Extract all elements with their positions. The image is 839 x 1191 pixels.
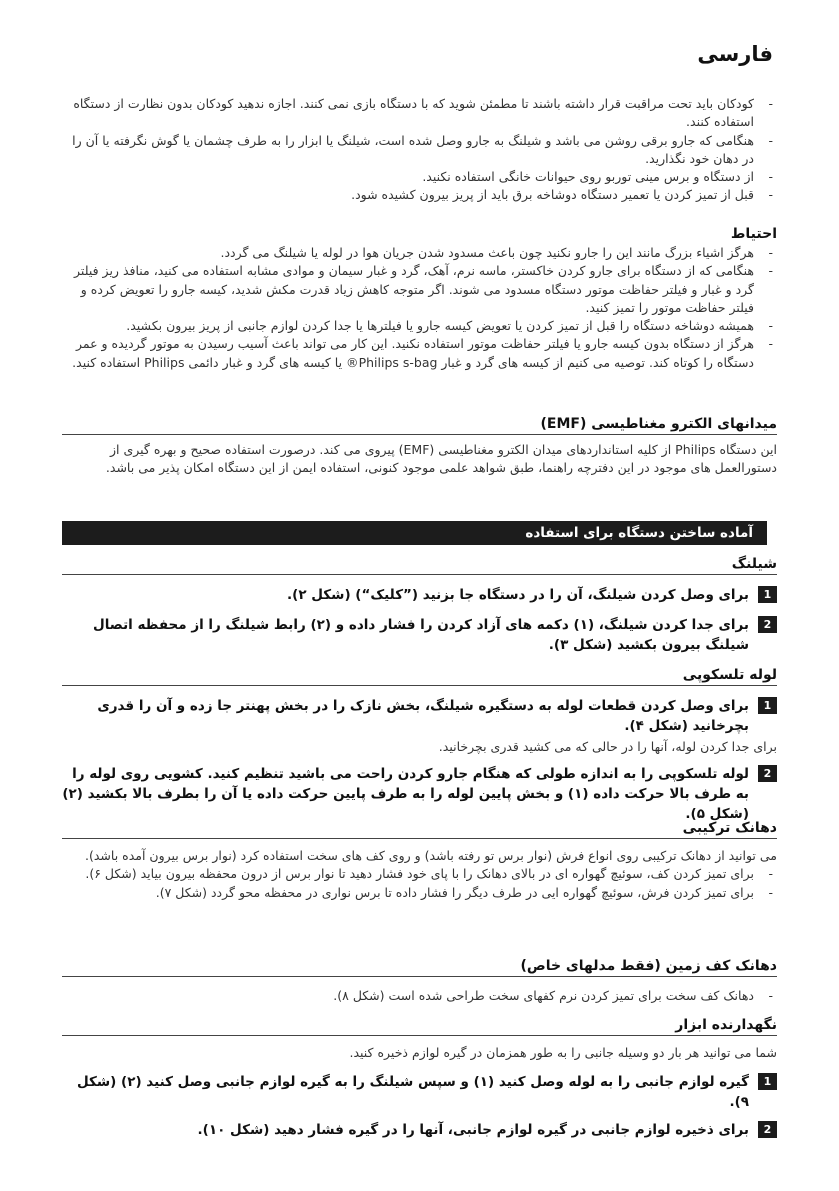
step-number-badge: 2: [758, 616, 777, 633]
floor-section: [62, 956, 777, 1005]
tube-heading: لوله تلسکوپی: [62, 665, 777, 686]
step-text: گیره لوازم جانبی را به لوله وصل کنید (۱) و سپس شیلنگ را به گیره لوازم جانبی وصل کنید (۲) (شکل ۹).: [76, 1074, 749, 1111]
tube-section: [62, 665, 777, 824]
list-item: - هرگز اشیاء بزرگ مانند این را جارو نکنید چون باعث مسدود شدن جریان هوا در لوله یا شیلنگ می گردد.: [62, 244, 777, 262]
list-item: - برای تمیز کردن کف، سوئیچ گهواره ای در بالای دهانک را با پای خود فشار دهید تا نوار برس از درون محفظه بیرون بیاید (شکل ۶).: [62, 865, 777, 883]
caution-heading: احتیاط: [730, 226, 777, 242]
language-title: فارسی: [697, 42, 773, 66]
floor-heading: دهانک کف زمین (فقط مدلهای خاص): [62, 956, 777, 977]
floor-list: [62, 987, 777, 1005]
step-item: [62, 696, 777, 736]
list-item: - هنگامی که از دستگاه برای جارو کردن خاکستر، ماسه نرم، آهک، گرد و غبار سیمان و موادی مشابه استفاده می کنید، منافذ ریز فیلتر گرد و غبار و فیلتر حفاظت موتور دستگاه مسدود می شوند. اگر متوجه کاهش زیاد قدرت مکش شدید، کیسه جارو را تعویض کرده و فیلتر حفاظت موتور را تمیز کنید.: [62, 262, 777, 317]
list-item: - همیشه دوشاخه دستگاه را قبل از تمیز کردن یا تعویض کیسه جارو یا فیلترها یا جدا کردن لوازم جانبی از پریز بیرون بکشید.: [62, 317, 777, 335]
step-item: [62, 585, 777, 605]
tube-steps: [62, 696, 777, 736]
step-text: برای جدا کردن شیلنگ، (۱) دکمه های آزاد کردن را فشار داده و (۲) رابط شیلنگ را از محفظه اتصال شیلنگ بیرون بکشید (شکل ۳).: [93, 617, 749, 653]
tube-steps-2: [62, 764, 777, 824]
step-number-badge: 1: [758, 1073, 777, 1090]
emf-text: این دستگاه Philips از کلیه استانداردهای میدان الکترو مغناطیسی (EMF) پیروی می کند. درصورت استفاده صحیح و بهره گیری از دستورالعمل های موجود در این دفترچه راهنما، طبق شواهد علمی موجود کنونی، استفاده ایمن از این دستگاه امکان پذیر می باشد.: [105, 442, 777, 476]
emf-section: [62, 414, 777, 478]
list-item: - قبل از تمیز کردن یا تعمیر دستگاه دوشاخه برق باید از پریز بیرون کشیده شود.: [62, 186, 777, 204]
step-item: [62, 1120, 777, 1140]
combi-intro: می توانید از دهانک ترکیبی روی انواع فرش (نوار برس تو رفته باشد) و روی کف های سخت استفاده کرد (نوار برس بیرون آمده باشد).: [85, 848, 777, 863]
holder-intro: شما می توانید هر بار دو وسیله جانبی را به طور همزمان در گیره لوازم ذخیره کنید.: [349, 1045, 777, 1060]
combi-heading: دهانک ترکیبی: [62, 818, 777, 839]
holder-steps: [62, 1072, 777, 1140]
hose-heading: شیلنگ: [62, 554, 777, 575]
step-number-badge: 1: [758, 697, 777, 714]
hose-section: [62, 554, 777, 655]
step-text: برای وصل کردن قطعات لوله به دستگیره شیلنگ، بخش نازک را در بخش پهنتر جا زده و آن را قدری بچرخانید (شکل ۴).: [97, 698, 749, 734]
prep-section-band: آماده ساختن دستگاه برای استفاده: [62, 521, 767, 545]
safety-list: [62, 95, 777, 205]
step-item: [62, 1072, 777, 1112]
holder-heading: نگهدارنده ابزار: [62, 1015, 777, 1036]
combi-list: [62, 865, 777, 902]
list-item: - دهانک کف سخت برای تمیز کردن نرم کفهای سخت طراحی شده است (شکل ۸).: [62, 987, 777, 1005]
list-item: - برای تمیز کردن فرش، سوئیچ گهواره ایی در طرف دیگر را فشار داده تا برس نواری در محفظه محو گردد (شکل ۷).: [62, 884, 777, 902]
hose-steps: [62, 585, 777, 655]
list-item: - هرگز از دستگاه بدون کیسه جارو یا فیلتر حفاظت موتور استفاده نکنید. این کار می تواند باعث آسیب رسیدن به موتور گردیده و عمر دستگاه را کوتاه کند. توصیه می کنیم از کیسه های گرد و غبار Philips s-bag® یا کیسه های گرد و غبار دائمی Philips استفاده کنید.: [62, 335, 777, 372]
step-number-badge: 1: [758, 586, 777, 603]
combi-section: [62, 818, 777, 902]
step-number-badge: 2: [758, 765, 777, 782]
list-item: - کودکان باید تحت مراقبت قرار داشته باشند تا مطمئن شوید که با دستگاه بازی نمی کنند. اجازه ندهید کودکان بدون نظارت از دستگاه استفاده کنند.: [62, 95, 777, 132]
caution-section: [62, 224, 777, 372]
caution-list: [62, 244, 777, 372]
emf-heading: میدانهای الکترو مغناطیسی (EMF): [62, 414, 777, 435]
step-text: برای ذخیره لوازم جانبی در گیره لوازم جانبی، آنها را در گیره فشار دهید (شکل ۱۰).: [197, 1122, 749, 1139]
tube-note: برای جدا کردن لوله، آنها را در حالی که می کشید قدری بچرخانید.: [438, 739, 777, 754]
step-item: [62, 615, 777, 655]
step-text: لوله تلسکوپی را به اندازه طولی که هنگام جارو کردن راحت می باشید تنظیم کنید. کشویی روی لوله را به طرف بالا حرکت داده (۱) و بخش پایین لوله را به طرف پایین حرکت داده یا آن را بطرف بالا بکشید (۲) (شکل ۵).: [62, 766, 749, 823]
step-item: [62, 764, 777, 824]
step-text: برای وصل کردن شیلنگ، آن را در دستگاه جا بزنید (”کلیک“) (شکل ۲).: [287, 587, 749, 603]
holder-section: [62, 1015, 777, 1140]
step-number-badge: 2: [758, 1121, 777, 1138]
list-item: - هنگامی که جارو برقی روشن می باشد و شیلنگ به جارو وصل شده است، شیلنگ یا ابزار را به طرف چشمان یا گوش نگرفته یا آن را در دهان خود نگذارید.: [62, 132, 777, 169]
safety-section: [62, 95, 777, 205]
list-item: - از دستگاه و برس مینی توربو روی حیوانات خانگی استفاده نکنید.: [62, 168, 777, 186]
